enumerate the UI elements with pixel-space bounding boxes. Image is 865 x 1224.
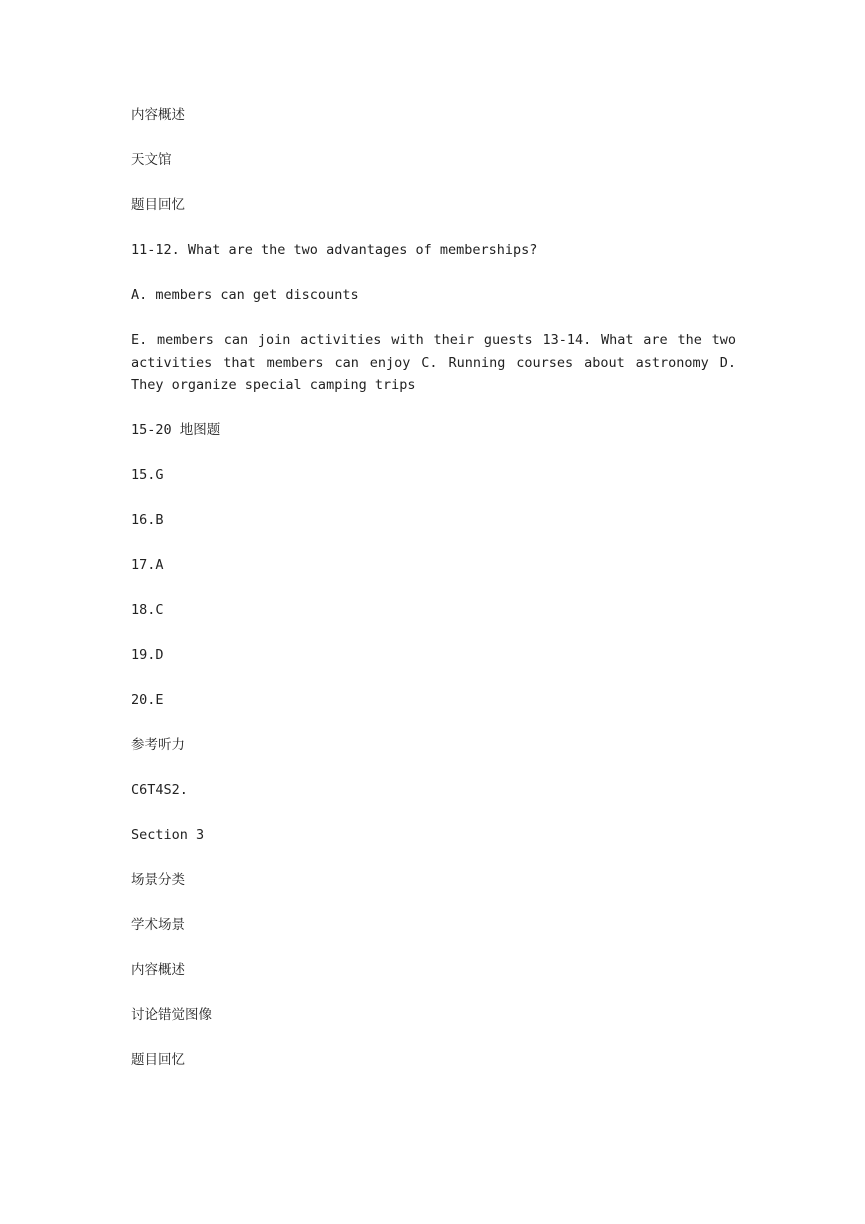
answer-16: 16.B	[131, 511, 164, 528]
heading-content-summary-2: 内容概述	[131, 961, 185, 978]
heading-reference-listening: 参考听力	[131, 736, 185, 753]
answer-20: 20.E	[131, 691, 164, 708]
heading-scene-category: 场景分类	[131, 871, 185, 888]
answer-e-and-question-13-14: E. members can join activities with their guests 13-14. What are the two activities that members can enjoy C. Running courses about astronomy D. They organize special camping trips	[131, 332, 736, 393]
heading-content-summary: 内容概述	[131, 107, 185, 123]
answer-17: 17.A	[131, 556, 164, 573]
answer-19: 19.D	[131, 646, 164, 663]
answer-18: 18.C	[131, 601, 164, 618]
topic-illusion-images: 讨论错觉图像	[131, 1006, 212, 1023]
question-11-12: 11-12. What are the two advantages of memberships?	[131, 242, 538, 258]
test-code: C6T4S2.	[131, 781, 188, 798]
scene-academic: 学术场景	[131, 916, 185, 933]
topic-planetarium: 天文馆	[131, 152, 172, 168]
answer-15: 15.G	[131, 466, 164, 483]
heading-question-recall: 题目回忆	[131, 197, 185, 213]
section-label: Section 3	[131, 826, 205, 843]
answer-a: A. members can get discounts	[131, 287, 359, 303]
document-body	[131, 104, 736, 1094]
heading-question-recall-2: 题目回忆	[131, 1051, 185, 1068]
map-question-heading: 15-20 地图题	[131, 421, 221, 438]
